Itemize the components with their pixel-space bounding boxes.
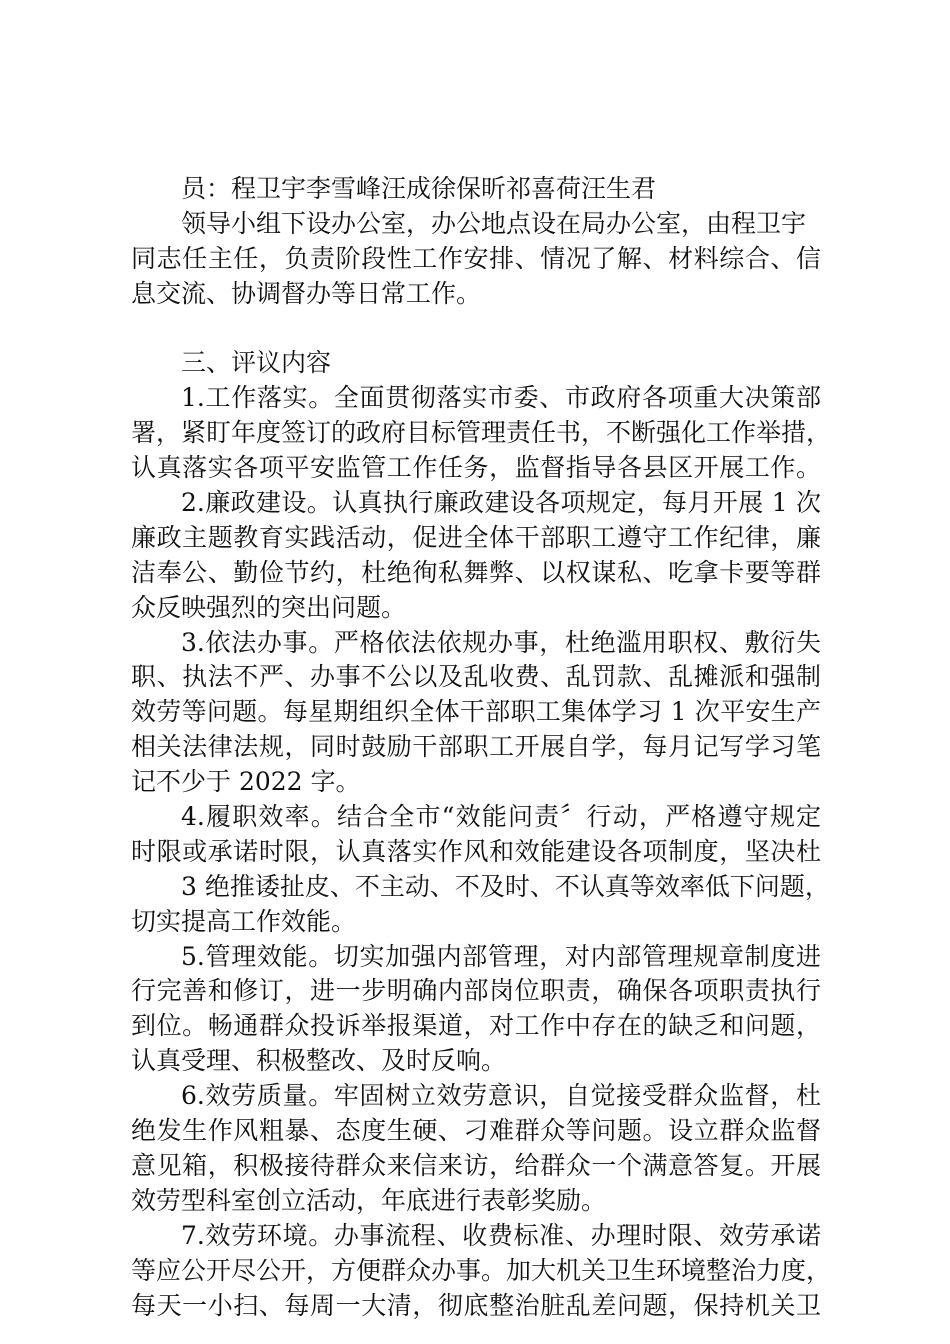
text-line: 认真受理、积极整改、及时反响。	[131, 1046, 507, 1076]
text-line: 行完善和修订，进一步明确内部岗位职责，确保各项职责执行	[131, 976, 821, 1006]
document-body	[131, 172, 832, 1323]
text-line: 6.效劳质量。牢固树立效劳意识，自觉接受群众监督，杜	[181, 1081, 821, 1111]
text-line: 息交流、协调督办等日常工作。	[131, 278, 482, 308]
text-line: 众反映强烈的突出问题。	[131, 592, 407, 622]
text-line: 7.效劳环境。办事流程、收费标准、办理时限、效劳承诺	[181, 1220, 821, 1250]
text-line: 每天一小扫、每周一大清，彻底整治脏乱差问题，保持机关卫	[131, 1290, 821, 1320]
text-line: 1.工作落实。全面贯彻落实市委、市政府各项重大决策部	[181, 383, 821, 413]
text-line: 员：程卫宇李雪峰汪成徐保昕祁喜荷汪生君	[181, 174, 657, 203]
text-line: 切实提高工作效能。	[131, 906, 357, 936]
text-line: 洁奉公、勤俭节约，杜绝徇私舞弊、以权谋私、吃拿卡要等群	[131, 557, 821, 587]
text-line: 3.依法办事。严格依法依规办事，杜绝滥用职权、敷衍失	[181, 627, 821, 657]
text-line: 3 绝推诿扯皮、不主动、不及时、不认真等效率低下问题，	[181, 871, 830, 901]
text-line: 4.履职效率。结合全市“效能问责〞行动，严格遵守规定	[181, 802, 821, 832]
blank-line	[131, 312, 821, 347]
text-line: 效劳型科室创立活动，年底进行表彰奖励。	[131, 1185, 607, 1215]
text-line: 等应公开尽公开，方便群众办事。加大机关卫生环境整治力度，	[131, 1255, 832, 1285]
text-line: 时限或承诺时限，认真落实作风和效能建设各项制度，坚决杜	[131, 836, 821, 866]
text-line: 廉政主题教育实践活动，促进全体干部职工遵守工作纪律，廉	[131, 522, 821, 552]
text-line: 效劳等问题。每星期组织全体干部职工集体学习 1 次平安生产	[131, 697, 821, 727]
text-line: 相关法律法规，同时鼓励干部职工开展自学，每月记写学习笔	[131, 732, 821, 762]
text-line: 认真落实各项平安监管工作任务，监督指导各县区开展工作。	[131, 453, 821, 483]
text-line: 5.管理效能。切实加强内部管理，对内部管理规章制度进	[181, 941, 821, 971]
text-line: 意见箱，积极接待群众来信来访，给群众一个满意答复。开展	[131, 1150, 821, 1180]
text-line: 署，紧盯年度签订的政府目标管理责任书，不断强化工作举措，	[131, 418, 832, 448]
section-heading: 三、评议内容	[181, 348, 332, 378]
text-line: 2.廉政建设。认真执行廉政建设各项规定，每月开展 1 次	[181, 488, 821, 518]
text-line: 职、执法不严、办事不公以及乱收费、乱罚款、乱摊派和强制	[131, 662, 821, 692]
text-line: 同志任主任，负责阶段性工作安排、情况了解、材料综合、信	[131, 243, 821, 273]
text-line: 绝发生作风粗暴、态度生硬、刁难群众等问题。设立群众监督	[131, 1116, 821, 1146]
text-line: 记不少于 2022 字。	[131, 767, 361, 797]
text-line: 到位。畅通群众投诉举报渠道，对工作中存在的缺乏和问题，	[131, 1011, 821, 1041]
text-line: 领导小组下设办公室，办公地点设在局办公室，由程卫宇	[181, 208, 807, 238]
